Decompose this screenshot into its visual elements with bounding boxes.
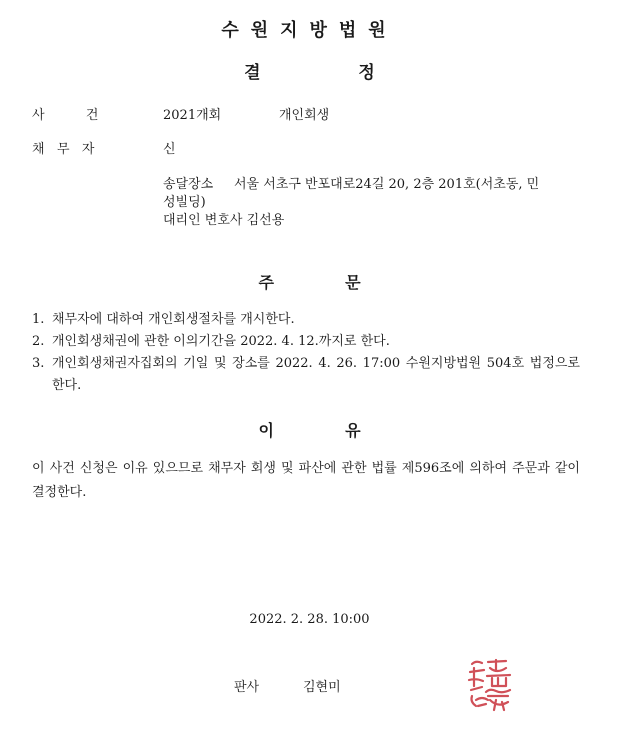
reason-text: 이 사건 신청은 이유 있으므로 채무자 회생 및 파산에 관한 법률 제596조에 의하여 주문과 같이 결정한다. [32,461,580,500]
address-line1: 서울 서초구 반포대로24길 20, 2층 201호(서초동, 민 [234,177,540,192]
order-item [32,309,580,331]
decision-date: 2022. 2. 28. 10:00 [249,612,370,627]
case-label: 사 건 [32,108,99,123]
order-item-number: 2. [32,334,45,349]
order-item-text: 채무자에 대하여 개인회생절차를 개시한다. [52,312,295,327]
reason-heading-right: 유 [345,421,361,440]
order-heading [0,270,619,293]
document-type [0,58,619,83]
case-name: 개인회생 [279,108,330,123]
order-heading-right: 문 [345,273,361,292]
document-type-left: 결 [244,63,261,83]
judge-name: 김현미 [303,680,341,695]
order-item-number: 3. [32,356,45,371]
court-name: 수원지방법원 [221,20,398,41]
order-heading-left: 주 [258,273,274,292]
address-line2: 성빌딩) [163,195,206,210]
debtor-name: 신 [163,142,176,157]
order-item-text: 개인회생채권에 관한 이의기간을 2022. 4. 12.까지로 한다. [52,334,390,349]
order-item-number: 1. [32,312,45,327]
case-number: 2021개회 [163,108,222,123]
debtor-label: 채 무 자 [32,142,95,157]
reason-heading-left: 이 [258,421,274,440]
reason-heading [0,418,619,441]
order-item-text: 개인회생채권자집회의 기일 및 장소를 2022. 4. 26. 17:00 수원지방법원 504호 법정으로 한다. [52,356,580,393]
order-item [32,353,580,397]
document-type-right: 정 [358,63,375,83]
order-item [32,331,580,353]
judge-title: 판사 [234,680,260,695]
agent: 대리인 변호사 김선용 [163,213,285,228]
address-label: 송달장소 [163,177,214,192]
court-seal-icon [466,656,516,712]
order-list [32,309,580,397]
